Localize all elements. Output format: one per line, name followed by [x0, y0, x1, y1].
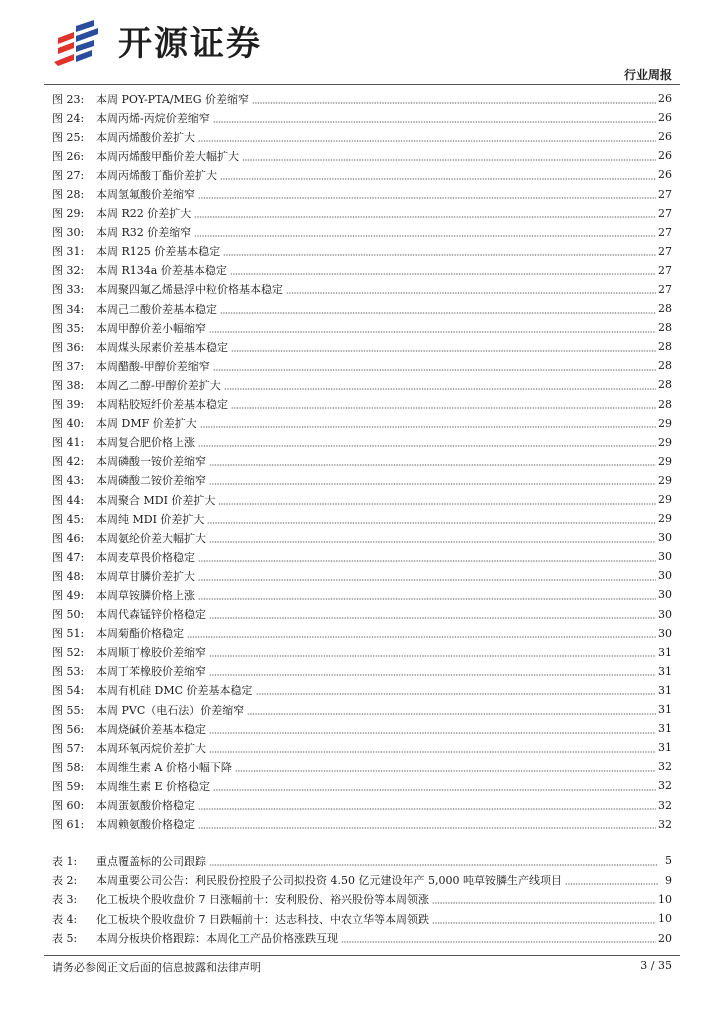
figure-entry[interactable]: [52, 776, 672, 795]
figure-entry[interactable]: [52, 681, 672, 700]
table-entry[interactable]: [52, 909, 672, 928]
entry-title: 本周代森锰锌价格稳定: [96, 608, 206, 622]
figure-entry[interactable]: [52, 414, 672, 433]
figure-entry[interactable]: [52, 318, 672, 337]
entry-page: 28: [658, 302, 672, 316]
entry-number: 图 61:: [52, 818, 85, 832]
entry-number: 图 23:: [52, 92, 85, 106]
entry-number: 图 56:: [52, 722, 85, 736]
figure-entry[interactable]: [52, 585, 672, 604]
figure-entry[interactable]: [52, 452, 672, 471]
dot-leader: [209, 455, 656, 467]
figure-entry[interactable]: [52, 815, 672, 834]
figure-entry[interactable]: [52, 662, 672, 681]
figure-entry[interactable]: [52, 108, 672, 127]
dot-leader: [235, 761, 656, 773]
entry-title: 本周丙烯酸甲酯价差大幅扩大: [96, 149, 239, 163]
figure-entry[interactable]: [52, 795, 672, 814]
figure-entry[interactable]: [52, 127, 672, 146]
dot-leader: [286, 283, 656, 295]
entry-title: 本周丙烯酸丁酯价差扩大: [96, 168, 217, 182]
dot-leader: [256, 684, 657, 696]
entry-page: 29: [658, 512, 672, 526]
entry-number: 图 47:: [52, 550, 85, 564]
entry-number: 图 57:: [52, 741, 85, 755]
entry-number: 图 35:: [52, 321, 85, 335]
entry-title: 本周丙烯-丙烷价差缩窄: [96, 111, 210, 125]
table-entry[interactable]: [52, 929, 672, 948]
figure-entry[interactable]: [52, 299, 672, 318]
entry-title: 本周纯 MDI 价差扩大: [96, 512, 205, 526]
entry-page: 30: [658, 550, 672, 564]
entry-number: 图 24:: [52, 111, 85, 125]
figure-entry[interactable]: [52, 204, 672, 223]
entry-number: 图 60:: [52, 799, 85, 813]
entry-number: 图 43:: [52, 474, 85, 488]
entry-title: 本周丁苯橡胶价差缩窄: [96, 665, 206, 679]
entry-number: 图 27:: [52, 168, 85, 182]
dot-leader: [194, 226, 656, 238]
entry-number: 图 50:: [52, 608, 85, 622]
figure-entry[interactable]: [52, 261, 672, 280]
entry-number: 图 29:: [52, 207, 85, 221]
entry-title: 本周粘胶短纤价差基本稳定: [96, 398, 228, 412]
entry-page: 5: [665, 854, 672, 868]
table-entry[interactable]: [52, 870, 672, 889]
entry-number: 表 2:: [52, 874, 78, 888]
dot-leader: [198, 799, 656, 811]
entry-page: 31: [658, 703, 672, 717]
dot-leader: [220, 303, 656, 315]
entry-title: 本周氢氟酸价差缩窄: [96, 188, 195, 202]
entry-number: 图 39:: [52, 398, 85, 412]
entry-page: 29: [658, 493, 672, 507]
dot-leader: [209, 665, 656, 677]
figure-entry[interactable]: [52, 605, 672, 624]
entry-page: 32: [658, 760, 672, 774]
figure-entry[interactable]: [52, 146, 672, 165]
dot-leader: [213, 780, 656, 792]
brand-name: 开源证券: [118, 24, 262, 64]
brand-logo: [52, 18, 282, 68]
figure-entry[interactable]: [52, 433, 672, 452]
entry-page: 30: [658, 607, 672, 621]
entry-title: 本周维生素 E 价格稳定: [96, 779, 211, 793]
dot-leader: [200, 417, 656, 429]
entry-title: 本周磷酸二铵价差缩窄: [96, 474, 206, 488]
figure-entry[interactable]: [52, 356, 672, 375]
entry-page: 26: [658, 149, 672, 163]
figure-entry[interactable]: [52, 547, 672, 566]
dot-leader: [194, 207, 656, 219]
entry-number: 图 48:: [52, 569, 85, 583]
dot-leader: [247, 704, 656, 716]
entry-page: 20: [658, 931, 672, 945]
dot-leader: [341, 932, 656, 944]
entry-page: 27: [658, 282, 672, 296]
entry-page: 32: [658, 798, 672, 812]
entry-page: 10: [658, 912, 672, 926]
entry-page: 26: [658, 92, 672, 106]
footer-divider: [44, 955, 680, 956]
entry-page: 26: [658, 130, 672, 144]
entry-page: 10: [658, 892, 672, 906]
entry-number: 图 28:: [52, 188, 85, 202]
entry-number: 图 49:: [52, 588, 85, 602]
entry-title: 本周顺丁橡胶价差缩窄: [96, 646, 206, 660]
dot-leader: [565, 874, 658, 886]
dot-leader: [187, 627, 656, 639]
entry-title: 本周复合肥价格上涨: [96, 436, 195, 450]
entry-title: 本周赖氨酸价格稳定: [96, 818, 195, 832]
footer-disclaimer: 请务必参阅正文后面的信息披露和法律声明: [52, 961, 261, 974]
entry-title: 本周 PVC（电石法）价差缩窄: [96, 703, 245, 717]
dot-leader: [209, 532, 656, 544]
entry-title: 本周 POY-PTA/MEG 价差缩窄: [96, 92, 250, 106]
entry-number: 图 36:: [52, 340, 85, 354]
report-type-label: 行业周报: [623, 68, 672, 82]
entry-number: 表 1:: [52, 854, 78, 868]
entry-number: 图 40:: [52, 417, 85, 431]
dot-leader: [209, 646, 656, 658]
dot-leader: [198, 551, 656, 563]
figure-entry[interactable]: [52, 700, 672, 719]
dot-leader: [213, 112, 656, 124]
table-entry[interactable]: [52, 851, 672, 870]
figure-entry[interactable]: [52, 719, 672, 738]
entry-page: 31: [658, 664, 672, 678]
dot-leader: [209, 855, 658, 867]
figure-entry[interactable]: [52, 242, 672, 261]
header-divider: [44, 84, 680, 85]
entry-number: 图 59:: [52, 779, 85, 793]
dot-leader: [213, 360, 656, 372]
entry-page: 30: [658, 531, 672, 545]
entry-title: 本周 R125 价差基本稳定: [96, 245, 221, 259]
entry-title: 本周醋酸-甲醇价差缩窄: [96, 359, 210, 373]
entry-title: 本周麦草畏价格稳定: [96, 550, 195, 564]
entry-number: 图 25:: [52, 130, 85, 144]
figure-list: [52, 89, 672, 834]
entry-number: 图 44:: [52, 493, 85, 507]
entry-title: 本周聚四氟乙烯悬浮中粒价格基本稳定: [96, 283, 283, 297]
dot-leader: [209, 742, 656, 754]
entry-page: 29: [658, 435, 672, 449]
entry-title: 本周 DMF 价差扩大: [96, 417, 197, 431]
entry-title: 本周环氧丙烷价差扩大: [96, 741, 206, 755]
figure-entry[interactable]: [52, 280, 672, 299]
entry-title: 本周烧碱价差基本稳定: [96, 722, 206, 736]
entry-number: 图 42:: [52, 455, 85, 469]
entry-title: 本周重要公司公告：利民股份控股子公司拟投资 4.50 亿元建设年产 5,000 吨草铵膦生产线项目: [96, 874, 562, 888]
entry-title: 本周聚合 MDI 价差扩大: [96, 493, 216, 507]
entry-number: 图 51:: [52, 627, 85, 641]
entry-number: 表 4:: [52, 912, 78, 926]
entry-title: 本周煤头尿素价差基本稳定: [96, 340, 228, 354]
entry-title: 本周维生素 A 价格小幅下降: [96, 760, 232, 774]
dot-leader: [220, 169, 656, 181]
entry-page: 26: [658, 111, 672, 125]
entry-page: 27: [658, 187, 672, 201]
entry-number: 图 45:: [52, 512, 85, 526]
entry-title: 化工板块个股收盘价 7 日跌幅前十：达志科技、中农立华等本周领跌: [96, 912, 429, 926]
entry-number: 图 37:: [52, 359, 85, 373]
entry-title: 本周丙烯酸价差扩大: [96, 130, 195, 144]
entry-number: 图 38:: [52, 378, 85, 392]
entry-page: 31: [658, 741, 672, 755]
entry-number: 图 58:: [52, 760, 85, 774]
entry-number: 表 5:: [52, 932, 78, 946]
dot-leader: [198, 188, 656, 200]
page-header: [0, 0, 724, 90]
dot-leader: [231, 341, 656, 353]
figure-entry[interactable]: [52, 89, 672, 108]
entry-number: 图 32:: [52, 264, 85, 278]
dot-leader: [218, 494, 656, 506]
dot-leader: [432, 913, 656, 925]
entry-title: 本周草铵膦价格上涨: [96, 588, 195, 602]
figure-entry[interactable]: [52, 184, 672, 203]
entry-page: 31: [658, 683, 672, 697]
dot-leader: [198, 436, 656, 448]
figure-entry[interactable]: [52, 337, 672, 356]
entry-title: 本周菊酯价格稳定: [96, 627, 184, 641]
entry-page: 27: [658, 225, 672, 239]
dot-leader: [198, 589, 656, 601]
dot-leader: [223, 245, 656, 257]
entry-page: 29: [658, 454, 672, 468]
figure-entry[interactable]: [52, 757, 672, 776]
figure-entry[interactable]: [52, 643, 672, 662]
dot-leader: [432, 893, 656, 905]
dot-leader: [252, 93, 656, 105]
dot-leader: [242, 150, 656, 162]
entry-number: 图 52:: [52, 646, 85, 660]
entry-title: 本周甲醇价差小幅缩窄: [96, 321, 206, 335]
entry-page: 28: [658, 397, 672, 411]
entry-page: 30: [658, 626, 672, 640]
dot-leader: [209, 608, 656, 620]
entry-page: 9: [665, 873, 672, 887]
entry-number: 表 3:: [52, 893, 78, 907]
figure-entry[interactable]: [52, 165, 672, 184]
entry-page: 31: [658, 645, 672, 659]
table-entry[interactable]: [52, 890, 672, 909]
entry-page: 27: [658, 263, 672, 277]
entry-title: 本周氨纶价差大幅扩大: [96, 531, 206, 545]
entry-page: 27: [658, 244, 672, 258]
entry-page: 28: [658, 340, 672, 354]
entry-page: 29: [658, 416, 672, 430]
dot-leader: [198, 570, 656, 582]
figure-entry[interactable]: [52, 624, 672, 643]
entry-page: 28: [658, 359, 672, 373]
figure-entry[interactable]: [52, 738, 672, 757]
entry-title: 本周己二酸价差基本稳定: [96, 302, 217, 316]
dot-leader: [231, 398, 656, 410]
dot-leader: [209, 474, 656, 486]
entry-title: 本周有机硅 DMC 价差基本稳定: [96, 684, 253, 698]
entry-title: 本周 R134a 价差基本稳定: [96, 264, 227, 278]
entry-number: 图 26:: [52, 149, 85, 163]
page-number: 3 / 35: [640, 959, 672, 972]
entry-number: 图 33:: [52, 283, 85, 297]
entry-title: 本周分板块价格跟踪：本周化工产品价格涨跌互现: [96, 932, 338, 946]
entry-number: 图 34:: [52, 302, 85, 316]
figure-entry[interactable]: [52, 528, 672, 547]
entry-title: 本周 R32 价差缩窄: [96, 226, 192, 240]
entry-page: 28: [658, 321, 672, 335]
figure-entry[interactable]: [52, 509, 672, 528]
dot-leader: [198, 818, 656, 830]
figure-entry[interactable]: [52, 375, 672, 394]
figure-entry[interactable]: [52, 490, 672, 509]
entry-number: 图 53:: [52, 665, 85, 679]
entry-page: 30: [658, 569, 672, 583]
dot-leader: [209, 723, 656, 735]
entry-title: 本周 R22 价差扩大: [96, 207, 192, 221]
figure-entry[interactable]: [52, 395, 672, 414]
table-list: [52, 851, 672, 948]
dot-leader: [224, 379, 656, 391]
entry-page: 26: [658, 168, 672, 182]
entry-number: 图 41:: [52, 436, 85, 450]
entry-page: 32: [658, 779, 672, 793]
entry-page: 31: [658, 722, 672, 736]
entry-number: 图 55:: [52, 703, 85, 717]
dot-leader: [209, 322, 656, 334]
entry-page: 32: [658, 817, 672, 831]
brand-logo-icon: [52, 18, 108, 68]
entry-number: 图 30:: [52, 226, 85, 240]
entry-title: 本周蛋氨酸价格稳定: [96, 799, 195, 813]
entry-title: 化工板块个股收盘价 7 日涨幅前十：安利股份、裕兴股份等本周领涨: [96, 893, 429, 907]
figure-entry[interactable]: [52, 223, 672, 242]
entry-number: 图 54:: [52, 684, 85, 698]
entry-number: 图 46:: [52, 531, 85, 545]
figure-entry[interactable]: [52, 471, 672, 490]
dot-leader: [230, 264, 656, 276]
entry-page: 27: [658, 206, 672, 220]
entry-number: 图 31:: [52, 245, 85, 259]
entry-page: 29: [658, 473, 672, 487]
entry-title: 本周草甘膦价差扩大: [96, 569, 195, 583]
entry-title: 重点覆盖标的公司跟踪: [96, 854, 206, 868]
entry-page: 28: [658, 378, 672, 392]
dot-leader: [207, 513, 656, 525]
dot-leader: [198, 131, 656, 143]
entry-title: 本周磷酸一铵价差缩窄: [96, 455, 206, 469]
entry-page: 30: [658, 588, 672, 602]
figure-entry[interactable]: [52, 566, 672, 585]
entry-title: 本周乙二醇-甲醇价差扩大: [96, 378, 221, 392]
